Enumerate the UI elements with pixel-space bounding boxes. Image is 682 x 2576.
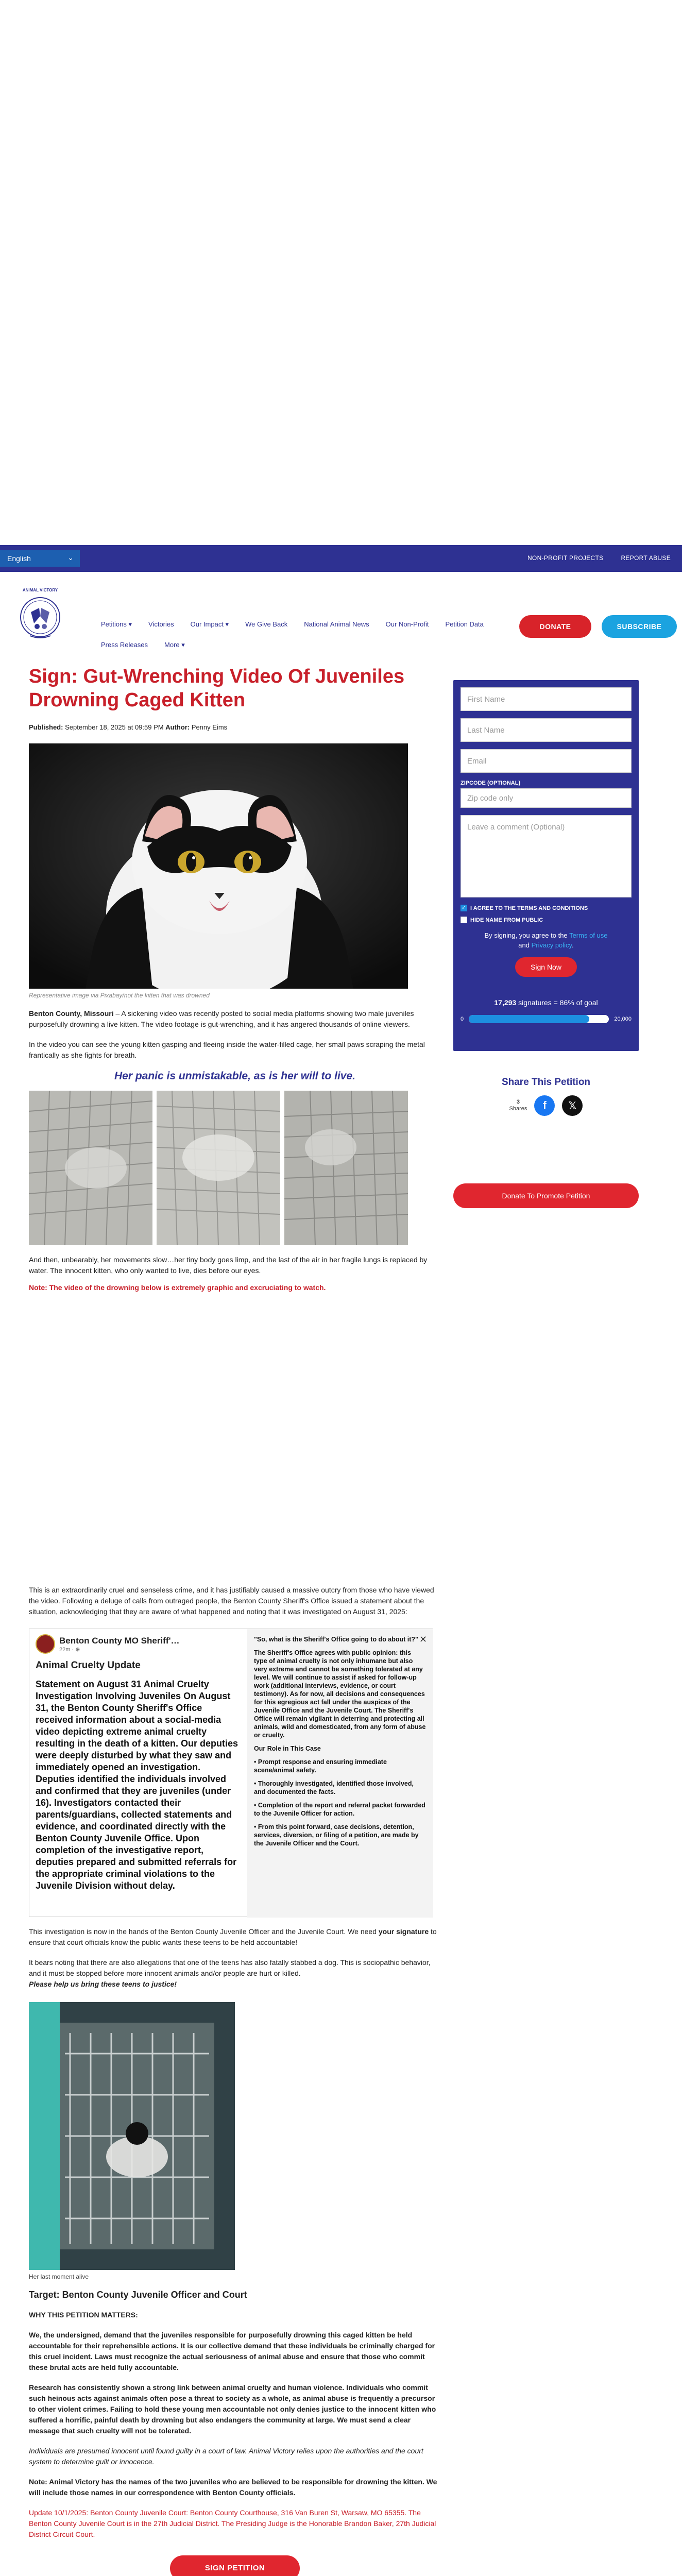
presumption-paragraph: Individuals are presumed innocent until found guilty in a court of law. Animal Victory relies upon the authorities and the court system to determine guilt or innocence. — [29, 2447, 423, 2466]
sheriff-avatar — [36, 1634, 55, 1654]
paragraph-4: This is an extraordinarily cruel and senseless crime, and it has justifiably caused a massive outcry from those who have viewed the video. Following a deluge of calls from outraged people, the Benton County Sheriff's Office issued a statement about the situation, acknowledging that they are aware of what happened and noting that it was investigated on August 31, 2025: — [29, 1586, 434, 1616]
demand-paragraph: We, the undersigned, demand that the juveniles responsible for purposefully drowning this caged kitten be held accountable for their reprehensible actions. It is our collective demand that these individuals be criminally charged for this cruel incident. Laws must recognize the actual seriousness of animal abuse and ensure that those who commit these brutal acts are held fully accountable. — [29, 2331, 435, 2371]
role-item: • Prompt response and ensuring immediate scene/animal safety. — [254, 1758, 387, 1774]
update-card-meta: 22m · ⊕ — [59, 1646, 80, 1653]
language-select[interactable] — [0, 550, 80, 567]
signature-count: 17,293 signatures = 86% of goal — [494, 998, 598, 1007]
video-stills — [29, 1091, 408, 1245]
main-nav — [0, 572, 682, 649]
sign-now-button[interactable]: Sign Now — [515, 957, 577, 977]
update-card-header — [36, 1634, 241, 1654]
donate-promote-button[interactable]: Donate To Promote Petition — [453, 1183, 639, 1208]
names-note: Note: Animal Victory has the names of the two juveniles who are believed to be responsible for drowning the kitten. We will include those names in our correspondence with Benton County officials. — [29, 2478, 437, 2497]
why-heading: WHY THIS PETITION MATTERS: — [29, 2311, 138, 2319]
nav-our-impact[interactable]: Our Impact ▾ — [190, 620, 229, 628]
nav-press-releases[interactable]: Press Releases — [101, 641, 148, 649]
progress-max: 20,000 — [614, 1016, 632, 1022]
progress-bar — [469, 1015, 609, 1023]
hide-name-checkbox[interactable] — [461, 917, 467, 923]
x-share-icon[interactable]: 𝕏 — [562, 1095, 583, 1116]
email-input[interactable]: Email — [461, 749, 632, 773]
link-report-abuse[interactable]: REPORT ABUSE — [621, 554, 671, 562]
nav-victories[interactable]: Victories — [148, 620, 174, 628]
update-card-body: Statement on August 31 Animal Cruelty Investigation Involving Juveniles On August 31, the Benton County Sheriff's Office received information about a social-media video depicting extreme animal cruelty resulting in the death of a kitten. Our deputies were deeply disturbed by what they saw and immediately opened an investigation. Deputies identified the individuals involved and confirmed that they are juveniles (under 16). Investigators contacted their parents/guardians, collected statements and evidence, and coordinated directly with the Benton County Juvenile Office. Upon completion of the investigative report, deputies prepared and submitted referrals for the appropriate criminal violations to the Juvenile Division without delay. — [36, 1679, 238, 1891]
nav-our-non-profit[interactable]: Our Non-Profit — [385, 620, 429, 628]
update-card-right — [247, 1629, 433, 1918]
court-update: Update 10/1/2025: Benton County Juvenile Court: Benton County Courthouse, 316 Van Buren St, Warsaw, MO 65355. The Benton County Juvenile Court is in the 27th Judicial District. The Presiding Judge is the Honorable Brandon Baker, 27th Judicial District Circuit Court. — [29, 2509, 436, 2538]
privacy-link[interactable]: Privacy policy — [531, 941, 572, 949]
hide-name-row[interactable] — [461, 917, 632, 923]
progress-fill — [469, 1015, 589, 1023]
update-card-left — [29, 1629, 247, 1918]
donate-button[interactable]: DONATE — [519, 615, 591, 638]
nav-national-animal-news[interactable]: National Animal News — [304, 620, 369, 628]
role-item: • Thoroughly investigated, identified those involved, and documented the facts. — [254, 1780, 414, 1795]
update-card-title: Animal Cruelty Update — [36, 1660, 141, 1671]
sheriff-page-name: Benton County MO Sheriff'… — [59, 1635, 180, 1646]
update-role-heading: Our Role in This Case — [254, 1745, 321, 1752]
paragraph-5: This investigation is now in the hands of the Benton County Juvenile Officer and the Juvenile Court. We need your signature to ensure that court officials know the public wants these teens to be held accountable! — [29, 1927, 437, 1946]
terms-link[interactable]: Terms of use — [569, 931, 608, 939]
chevron-down-icon: ⌄ — [67, 553, 74, 562]
link-non-profit-projects[interactable]: NON-PROFIT PROJECTS — [527, 554, 604, 562]
animal-victory-logo[interactable] — [14, 586, 66, 643]
petition-target: Target: Benton County Juvenile Officer and Court — [29, 2290, 247, 2300]
hero-kitten-image — [29, 743, 408, 989]
agree-text: By signing, you agree to the Terms of use and Privacy policy. — [484, 931, 608, 949]
sheriff-update-card — [29, 1629, 433, 1917]
agree-terms-checkbox[interactable] — [461, 905, 467, 911]
article-title: Sign: Gut-Wrenching Video Of Juveniles Drowning Caged Kitten — [29, 666, 405, 711]
top-links — [527, 554, 671, 562]
video-still-3 — [284, 1091, 408, 1245]
intro-paragraph: Benton County, Missouri – A sickening video was recently posted to social media platforms showing two male juveniles purposefully drowning a live kitten. The video footage is gut-wrenching, and it has angered thousands of online viewers. — [29, 1009, 414, 1028]
comment-textarea[interactable]: Leave a comment (Optional) — [461, 815, 632, 897]
close-icon: ✕ — [419, 1634, 427, 1645]
video-still-1 — [29, 1091, 152, 1245]
svg-text:ANIMAL VICTORY: ANIMAL VICTORY — [22, 588, 58, 592]
facebook-share-icon[interactable]: f — [534, 1095, 555, 1116]
hide-name-label: HIDE NAME FROM PUBLIC — [470, 917, 543, 923]
logo-emblem-icon — [14, 586, 66, 643]
subscribe-button[interactable]: SUBSCRIBE — [602, 615, 677, 638]
video-still-2 — [157, 1091, 280, 1245]
zip-label: ZIPCODE (OPTIONAL) — [461, 780, 521, 786]
pull-quote: Her panic is unmistakable, as is her will to live. — [114, 1070, 355, 1082]
graphic-warning: Note: The video of the drowning below is extremely graphic and excruciating to watch. — [29, 1283, 326, 1292]
language-value: English — [7, 554, 31, 563]
nav-we-give-back[interactable]: We Give Back — [245, 620, 288, 628]
paragraph-3: And then, unbearably, her movements slow…her tiny body goes limp, and the last of the air in her fragile lungs is replaced by water. The innocent kitten, who only wanted to live, dies before our eyes. — [29, 1256, 428, 1275]
nav-more[interactable]: More ▾ — [164, 641, 185, 649]
progress-min: 0 — [461, 1016, 464, 1022]
petition-form — [453, 680, 639, 1092]
article — [29, 665, 441, 1292]
nav-petition-data[interactable]: Petition Data — [445, 620, 484, 628]
hero-caption: Representative image via Pixabay/not the kitten that was drowned — [29, 992, 210, 999]
nav-row-1 — [101, 620, 484, 629]
publish-meta: Published: September 18, 2025 at 09:59 PM Author: Penny Eims — [29, 723, 228, 731]
role-item: • From this point forward, case decisions, detention, services, diversion, or filing of a petition, are made by the Juvenile Officer and the Court. — [254, 1823, 419, 1847]
nav-petitions[interactable]: Petitions ▾ — [101, 620, 132, 628]
nav-row-2 — [101, 641, 185, 649]
paragraph-6: It bears noting that there are also allegations that one of the teens has also fatally stabbed a dog. This is sociopathic behavior, and it must be stopped before more innocent animals and/or people are hurt or killed. Please help us bring these teens to justice! — [29, 1958, 431, 1988]
research-paragraph: Research has consistently shown a strong link between animal cruelty and human violence. Individuals who commit such heinous acts against animals often pose a threat to society as a whole, as animal abuse is frequently a precursor to other violent crimes. Failing to hold these young men accountable not only denies justice to the innocent kitten who suffered a horrific, painful death by drowning but also endangers the community at large. We must send a clear message that such cruelty will not be tolerated. — [29, 2383, 436, 2435]
paragraph-2: In the video you can see the young kitten gasping and fleeing inside the water-filled cage, her small paws scraping the metal frantically as she fights for breath. — [29, 1040, 425, 1059]
role-item: • Completion of the report and referral packet forwarded to the Juvenile Officer for action. — [254, 1802, 425, 1817]
zip-input[interactable]: Zip code only — [461, 788, 632, 808]
share-title: Share This Petition — [501, 1077, 591, 1088]
sign-petition-button[interactable]: SIGN PETITION — [170, 2555, 300, 2576]
progress-row — [461, 1015, 632, 1023]
first-name-input[interactable]: First Name — [461, 687, 632, 711]
share-count: 3 Shares — [509, 1099, 527, 1112]
share-section — [453, 1077, 639, 1116]
cage-image-caption: Her last moment alive — [29, 2273, 89, 2280]
top-bar — [0, 545, 682, 572]
form-panel — [453, 680, 639, 1051]
update-answer: The Sheriff's Office agrees with public opinion: this type of animal cruelty is not only inhumane but also very extreme and cannot be something tolerated at any level. We will continue to assist if asked for follow-up work (additional interviews, evidence, or court testimony). As for now, all decisions and consequences for this egregious act fall under the auspices of the Juvenile Office and the Juvenile Court. The Sheriff's Office will remain vigilant in deterring and protecting all animals, wild and domesticated, from any form of abuse or cruelty. — [254, 1649, 426, 1739]
last-name-input[interactable]: Last Name — [461, 718, 632, 742]
cage-image — [29, 2002, 235, 2270]
share-row — [453, 1095, 639, 1116]
author-name[interactable]: Penny Eims — [191, 723, 228, 731]
agree-terms-row[interactable] — [461, 905, 632, 911]
article-continued — [29, 1575, 441, 2576]
update-question: "So, what is the Sheriff's Office going to do about it?" — [254, 1636, 418, 1643]
agree-terms-label: I AGREE TO THE TERMS AND CONDITIONS — [470, 905, 588, 911]
